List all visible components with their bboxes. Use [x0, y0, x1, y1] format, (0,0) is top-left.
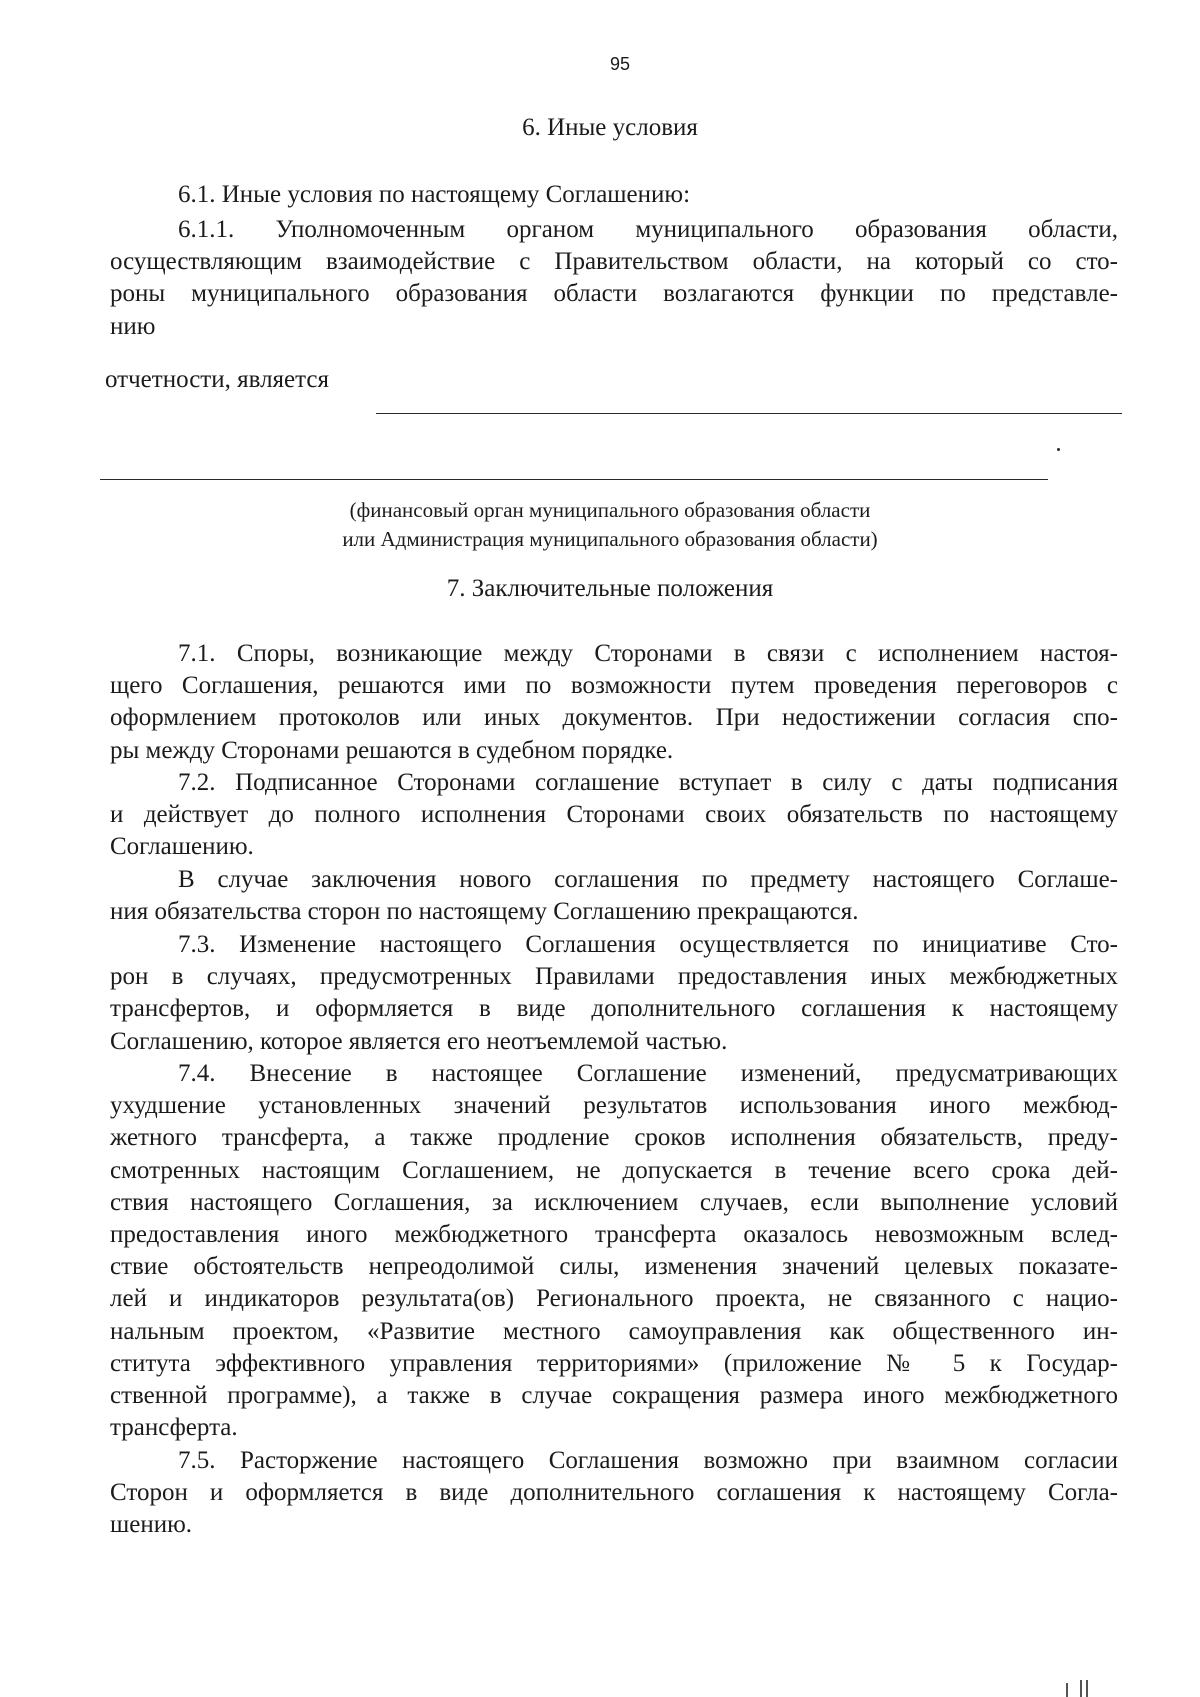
- text-line: и действует до полного исполнения Сторонами своих обязательств по настоящему: [110, 801, 1118, 829]
- text-line: ухудшение установленных значений результатов использования иного межбюд-: [110, 1092, 1118, 1120]
- text-line: Соглашению.: [110, 833, 254, 861]
- scan-artifact: [1066, 1683, 1068, 1697]
- text-line: нальным проектом, «Развитие местного самоуправления как общественного ин-: [110, 1317, 1118, 1345]
- text-line: роны муниципального образования области возлагаются функции по представле-: [110, 280, 1118, 308]
- scan-artifact: [1086, 1680, 1088, 1697]
- caption-line: или Администрация муниципального образования области): [342, 527, 878, 551]
- scan-artifact: [1080, 1680, 1082, 1697]
- paragraph-7-3: [110, 929, 1118, 1058]
- text-line: нию: [110, 312, 156, 340]
- text-line: лей и индикаторов результата(ов) Регионального проекта, не связанного с нацио-: [110, 1285, 1118, 1313]
- paragraph-reporting: отчетности, является: [105, 366, 329, 393]
- text-line: Сторон и оформляется в виде дополнительного соглашения к настоящему Согла-: [110, 1479, 1118, 1507]
- text-line: предоставления иного межбюджетного трансферта оказалось невозможным вслед-: [110, 1221, 1118, 1249]
- blank-line-1: [376, 413, 1122, 414]
- paragraph-7-2: [110, 767, 1118, 864]
- text-line: смотренных настоящим Соглашением, не допускается в течение всего срока дей-: [110, 1156, 1118, 1184]
- text-line: трансфертов, и оформляется в виде дополнительного соглашения к настоящему: [110, 995, 1118, 1023]
- text-line: ствия настоящего Соглашения, за исключением случаев, если выполнение условий: [110, 1188, 1118, 1216]
- text-line: 7.1. Споры, возникающие между Сторонами в связи с исполнением настоя-: [178, 640, 1118, 667]
- text-line: Соглашению, которое является его неотъемлемой частью.: [110, 1027, 728, 1055]
- paragraph-7-5: [110, 1445, 1118, 1542]
- paragraph-7-2-b: [110, 864, 1118, 928]
- caption-line: (финансовый орган муниципального образования области: [349, 498, 871, 522]
- text-line: осуществляющим взаимодействие с Правительством области, на который со сто-: [110, 248, 1118, 276]
- text-line: жетного трансферта, а также продление сроков исполнения обязательств, преду-: [110, 1124, 1118, 1152]
- text-line: шению.: [110, 1511, 193, 1539]
- text-line: В случае заключения нового соглашения по предмету настоящего Соглаше-: [178, 866, 1118, 893]
- period-mark: [1057, 448, 1060, 451]
- page-number: 95: [609, 54, 631, 74]
- text-line: ния обязательства сторон по настоящему Соглашению прекращаются.: [110, 898, 859, 926]
- text-line: 7.3. Изменение настоящего Соглашения осуществляется по инициативе Сто-: [178, 931, 1118, 958]
- text-line: ститута эффективного управления территориями» (приложение № 5 к Государ-: [110, 1349, 1118, 1377]
- text-line: 7.4. Внесение в настоящее Соглашение изменений, предусматривающих: [178, 1060, 1118, 1087]
- text-line: оформлением протоколов или иных документов. При недостижении согласия спо-: [110, 704, 1118, 732]
- text-line: ственной программе), а также в случае сокращения размера иного межбюджетного: [110, 1382, 1118, 1410]
- text-line: 7.5. Расторжение настоящего Соглашения возможно при взаимном согласии: [178, 1447, 1118, 1474]
- text-line: ствие обстоятельств непреодолимой силы, изменения значений целевых показате-: [110, 1253, 1118, 1281]
- section-6-title: 6. Иные условия: [522, 114, 698, 141]
- paragraph-7-1: [110, 638, 1118, 767]
- paragraph-6-1-1: [110, 214, 1118, 343]
- text-line: ры между Сторонами решаются в судебном порядке.: [110, 736, 674, 764]
- text-line: 7.2. Подписанное Сторонами соглашение вступает в силу с даты подписания: [178, 769, 1118, 796]
- text-line: рон в случаях, предусмотренных Правилами предоставления иных межбюджетных: [110, 963, 1118, 991]
- text-line: 6.1.1. Уполномоченным органом муниципального образования области,: [178, 216, 1118, 243]
- text-line: щего Соглашения, решаются ими по возможности путем проведения переговоров с: [110, 672, 1118, 700]
- paragraph-7-4: [110, 1058, 1118, 1444]
- section-7-title: 7. Заключительные положения: [446, 575, 774, 602]
- blank-line-caption: [0, 496, 1200, 554]
- text-line: трансферта.: [110, 1414, 238, 1442]
- blank-line-2: [100, 479, 1048, 480]
- paragraph-6-1: 6.1. Иные условия по настоящему Соглашению:: [178, 181, 691, 208]
